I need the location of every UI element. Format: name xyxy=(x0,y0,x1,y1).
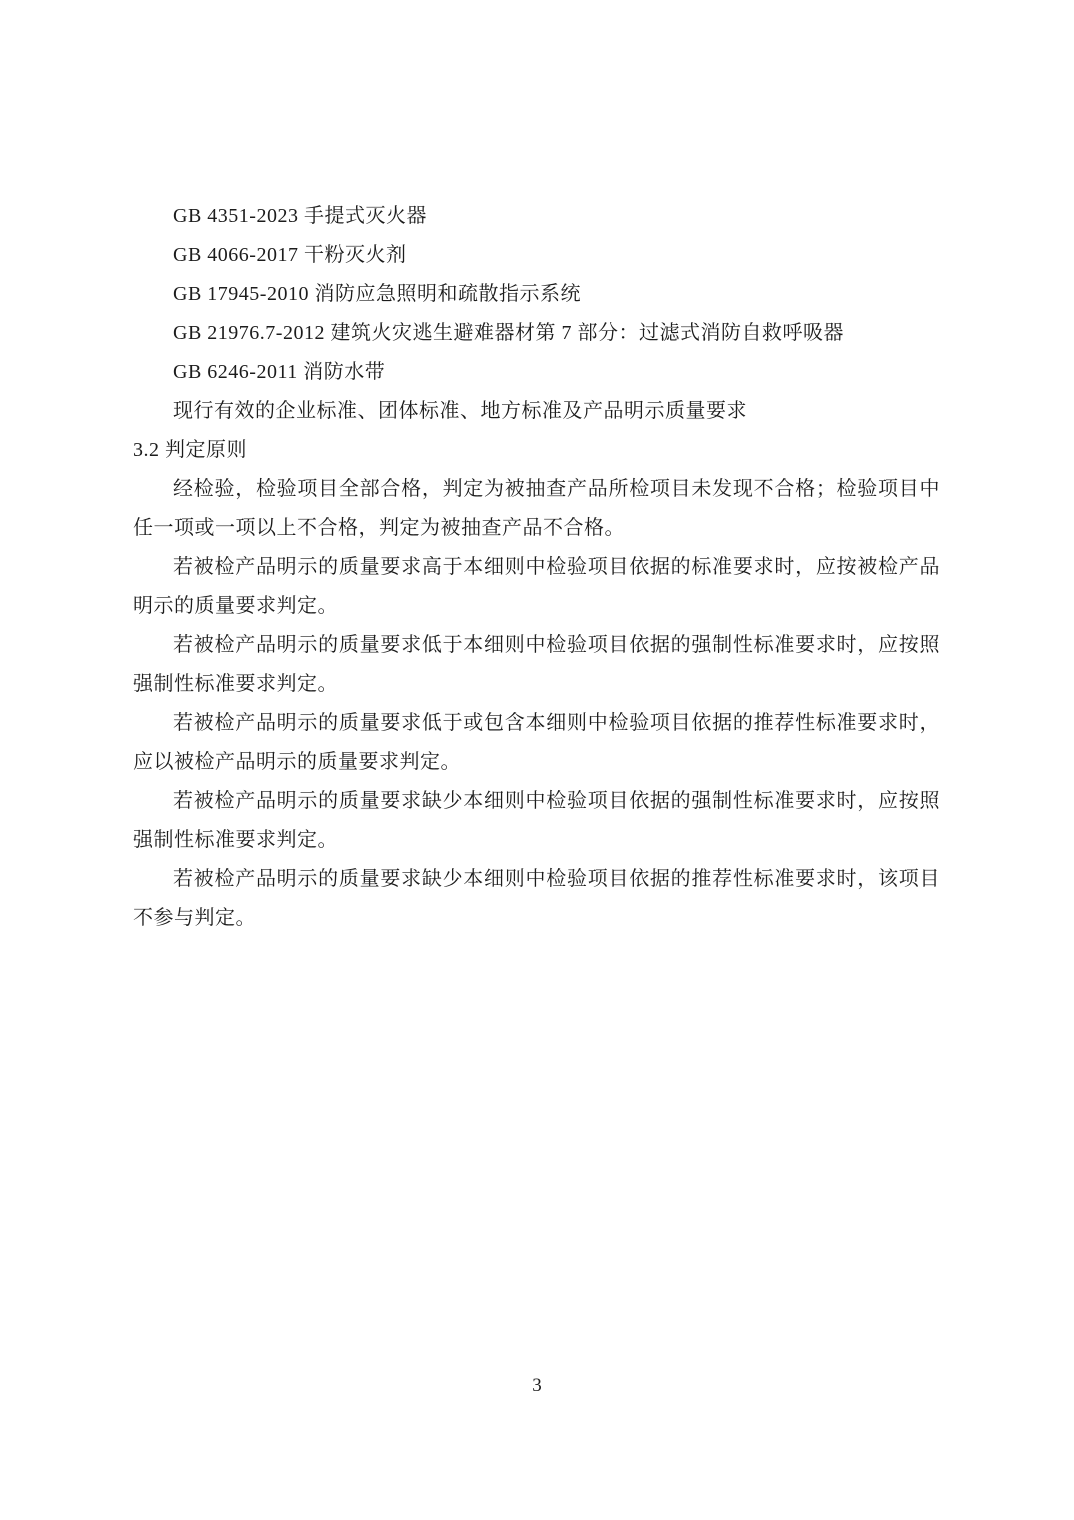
paragraph: 经检验，检验项目全部合格，判定为被抽查产品所检项目未发现不合格；检验项目中任一项或一项以上不合格，判定为被抽查产品不合格。 xyxy=(133,478,940,539)
page-footer xyxy=(0,1366,1074,1405)
standard-reference-line: GB 4351-2023 手提式灭火器 xyxy=(173,205,427,227)
page-number: 3 xyxy=(532,1375,542,1396)
paragraph: 若被检产品明示的质量要求低于本细则中检验项目依据的强制性标准要求时，应按照强制性标准要求判定。 xyxy=(133,634,940,695)
paragraph: 若被检产品明示的质量要求缺少本细则中检验项目依据的强制性标准要求时，应按照强制性标准要求判定。 xyxy=(133,790,940,851)
paragraph: 若被检产品明示的质量要求低于或包含本细则中检验项目依据的推荐性标准要求时，应以被检产品明示的质量要求判定。 xyxy=(133,712,940,773)
standard-reference-line: 现行有效的企业标准、团体标准、地方标准及产品明示质量要求 xyxy=(173,400,747,422)
document-body xyxy=(133,197,940,938)
standard-reference-line: GB 17945-2010 消防应急照明和疏散指示系统 xyxy=(173,283,581,305)
standard-reference-line: GB 4066-2017 干粉灭火剂 xyxy=(173,244,407,266)
paragraph: 若被检产品明示的质量要求高于本细则中检验项目依据的标准要求时，应按被检产品明示的质量要求判定。 xyxy=(133,556,940,617)
standard-reference-line: GB 6246-2011 消防水带 xyxy=(173,361,386,383)
section-heading: 3.2 判定原则 xyxy=(133,439,247,461)
standard-reference-line: GB 21976.7-2012 建筑火灾逃生避难器材第 7 部分：过滤式消防自救呼吸器 xyxy=(173,322,844,344)
paragraph: 若被检产品明示的质量要求缺少本细则中检验项目依据的推荐性标准要求时，该项目不参与判定。 xyxy=(133,868,940,929)
